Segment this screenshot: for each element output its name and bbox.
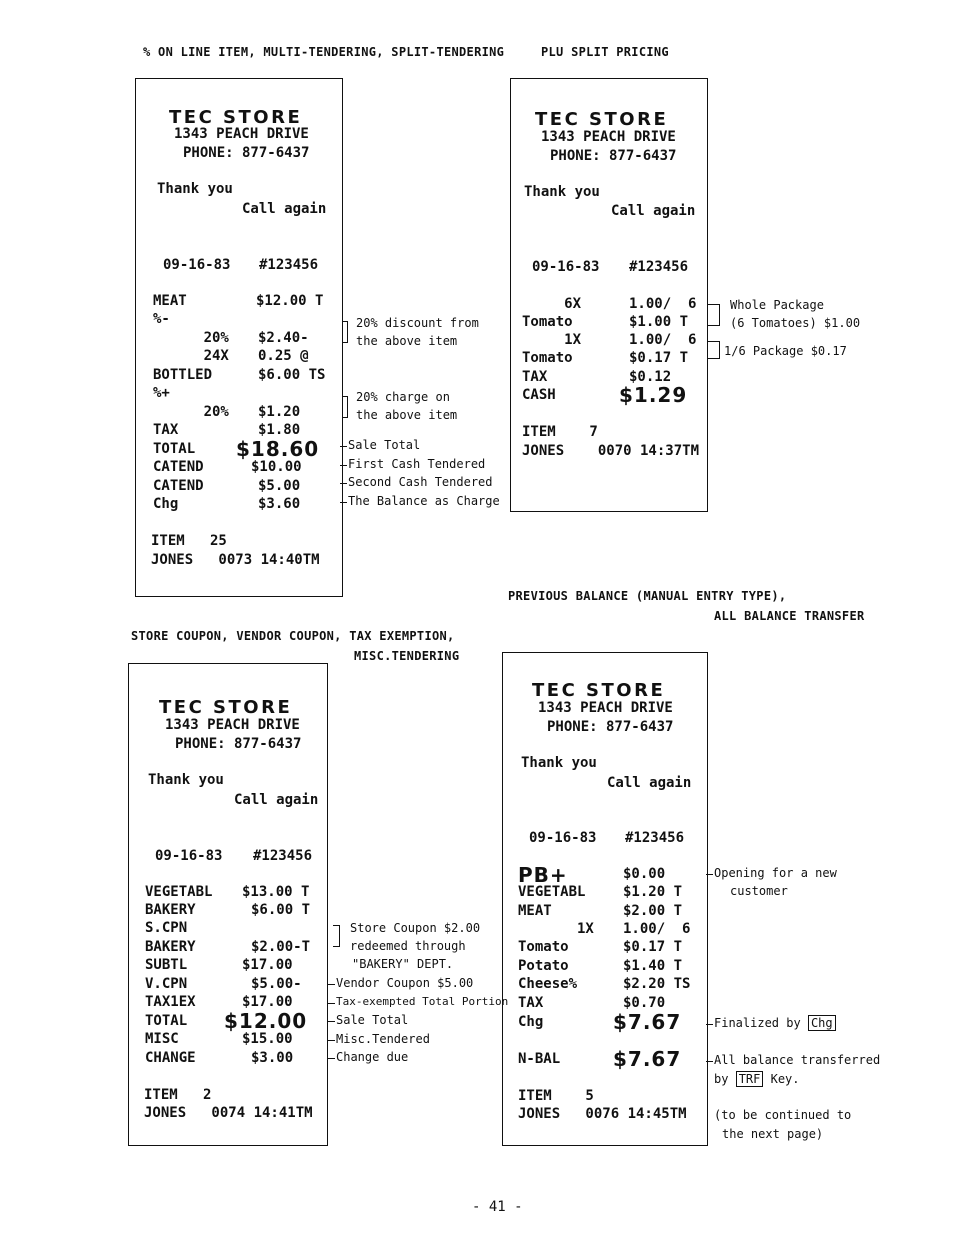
receipt-footer: JONES 0074 14:41TM (144, 1105, 313, 1121)
receipt-footer: JONES 0076 14:45TM (518, 1106, 687, 1122)
line-label: CATEND (153, 478, 204, 494)
line-label: SUBTL (145, 957, 188, 973)
line-value: $0.17 T (623, 939, 683, 955)
receipt-footer: JONES 0070 14:37TM (522, 443, 700, 459)
annotation: Second Cash Tendered (348, 475, 493, 489)
line-label: Chg (518, 1014, 544, 1030)
store-phone: PHONE: 877-6437 (547, 719, 674, 735)
store-address: 1343 PEACH DRIVE (538, 700, 673, 716)
line-label: PB+ (518, 863, 568, 887)
line-value: $0.12 (629, 369, 672, 385)
line-value: $6.00 T (251, 902, 311, 918)
store-name: TEC STORE (535, 109, 669, 130)
annotation (714, 1016, 836, 1030)
store-phone: PHONE: 877-6437 (175, 736, 302, 752)
new-balance: $7.67 (613, 1047, 682, 1071)
line-value: $1.20 (258, 404, 301, 420)
call-again: Call again (607, 775, 692, 791)
section-heading-balance: PREVIOUS BALANCE (MANUAL ENTRY TYPE), (508, 589, 787, 603)
receipt-number: #123456 (625, 830, 685, 846)
annotation: 1/6 Package $0.17 (724, 344, 847, 358)
item-count: ITEM 2 (144, 1087, 212, 1103)
charge-total: $7.67 (613, 1010, 682, 1034)
line-label: 24X (153, 348, 229, 364)
line-value: $1.20 T (623, 884, 683, 900)
line-value: $3.00 (251, 1050, 294, 1066)
line-label: TAX (153, 422, 179, 438)
trf-key-label: TRF (736, 1071, 764, 1087)
annotation: "BAKERY" DEPT. (352, 957, 454, 971)
bracket (708, 341, 720, 359)
receipt-date: 09-16-83 (155, 848, 223, 864)
section-heading-plu: PLU SPLIT PRICING (541, 45, 669, 59)
line-label: CASH (522, 387, 556, 403)
store-name: TEC STORE (159, 697, 293, 718)
line-value: $1.00 T (629, 314, 689, 330)
line-value: $12.00 T (256, 293, 324, 309)
line-label: MISC (145, 1031, 179, 1047)
line-label: Tomato (518, 939, 569, 955)
line-label: 1X (518, 921, 594, 937)
receipt-footer: JONES 0073 14:40TM (151, 552, 320, 568)
line-label: Tomato (522, 350, 573, 366)
line-label: VEGETABL (518, 884, 586, 900)
annotation-text: by (714, 1072, 729, 1086)
annotation: 20% discount from (356, 316, 479, 330)
item-count: ITEM 7 (522, 424, 598, 440)
receipt-percent-item (135, 78, 343, 597)
annotation: Opening for a new (714, 866, 837, 880)
receipt-number: #123456 (259, 257, 319, 273)
bracket (342, 396, 348, 418)
line-label: 20% (153, 404, 229, 420)
annotation: Vendor Coupon $5.00 (336, 976, 474, 990)
line-label: TOTAL (153, 441, 196, 457)
cash-total: $1.29 (619, 383, 688, 407)
annotation: Misc.Tendered (336, 1032, 430, 1046)
store-phone: PHONE: 877-6437 (183, 145, 310, 161)
line-value: $10.00 (251, 459, 302, 475)
section-heading-misc: MISC.TENDERING (354, 649, 460, 663)
receipt-date: 09-16-83 (529, 830, 597, 846)
annotation: Store Coupon $2.00 (350, 921, 481, 935)
annotation: Sale Total (336, 1013, 409, 1027)
line-label: Tomato (522, 314, 573, 330)
line-value: $5.00 (258, 478, 301, 494)
thank-you: Thank you (148, 772, 224, 788)
line-value: $3.60 (258, 496, 301, 512)
call-again: Call again (234, 792, 319, 808)
store-address: 1343 PEACH DRIVE (541, 129, 676, 145)
store-name: TEC STORE (169, 107, 303, 128)
line-value: $6.00 TS (258, 367, 326, 383)
line-value: 1.00/ 6 (629, 332, 697, 348)
line-value: $0.17 T (629, 350, 689, 366)
annotation: Change due (336, 1050, 409, 1064)
annotation: Sale Total (348, 438, 421, 452)
line-label: VEGETABL (145, 884, 213, 900)
annotation: Tax-exempted Total Portion (336, 995, 509, 1008)
annotation: redeemed through (350, 939, 466, 953)
line-label: 6X (522, 296, 582, 312)
line-value: $5.00- (251, 976, 302, 992)
section-heading-coupon: STORE COUPON, VENDOR COUPON, TAX EXEMPTION, (131, 629, 455, 643)
line-label: TAX (518, 995, 544, 1011)
annotation: customer (730, 884, 788, 898)
line-label: BOTTLED (153, 367, 213, 383)
line-label: %- (153, 311, 170, 327)
line-value: 0.25 @ (258, 348, 309, 364)
chg-key-label: Chg (808, 1015, 836, 1031)
item-count: ITEM 25 (151, 533, 227, 549)
line-value: $0.70 (623, 995, 666, 1011)
thank-you: Thank you (524, 184, 600, 200)
store-name: TEC STORE (532, 680, 666, 701)
store-address: 1343 PEACH DRIVE (174, 126, 309, 142)
receipt-date: 09-16-83 (163, 257, 231, 273)
line-value: $2.40- (258, 330, 309, 346)
thank-you: Thank you (521, 755, 597, 771)
line-value: $0.00 (623, 866, 666, 882)
annotation: 20% charge on (356, 390, 450, 404)
section-heading-percent: % ON LINE ITEM, MULTI-TENDERING, SPLIT-TENDERING (143, 45, 505, 59)
annotation (714, 1072, 800, 1086)
line-value: $2.20 TS (623, 976, 691, 992)
receipt-number: #123456 (629, 259, 689, 275)
line-label: %+ (153, 385, 170, 401)
annotation: the above item (356, 408, 458, 422)
receipt-date: 09-16-83 (532, 259, 600, 275)
sale-total: $12.00 (224, 1009, 308, 1033)
line-label: CATEND (153, 459, 204, 475)
receipt-coupon (128, 663, 328, 1146)
call-again: Call again (242, 201, 327, 217)
line-value: 1.00/ 6 (629, 296, 697, 312)
line-value: $17.00 (242, 994, 293, 1010)
line-label: S.CPN (145, 920, 188, 936)
line-label: TOTAL (145, 1013, 188, 1029)
sale-total: $18.60 (236, 437, 320, 461)
receipt-number: #123456 (253, 848, 313, 864)
line-label: BAKERY (145, 939, 196, 955)
annotation: All balance transferred (714, 1053, 881, 1067)
section-heading-transfer: ALL BALANCE TRANSFER (714, 609, 865, 623)
bracket (342, 321, 348, 343)
item-count: ITEM 5 (518, 1088, 594, 1104)
annotation: the next page) (722, 1127, 824, 1141)
bracket (333, 925, 340, 947)
annotation: (6 Tomatoes) $1.00 (730, 316, 861, 330)
annotation: Whole Package (730, 298, 824, 312)
line-label: BAKERY (145, 902, 196, 918)
thank-you: Thank you (157, 181, 233, 197)
line-value: $2.00-T (251, 939, 311, 955)
annotation: First Cash Tendered (348, 457, 486, 471)
line-value: $15.00 (242, 1031, 293, 1047)
line-value: $2.00 T (623, 903, 683, 919)
line-label: CHANGE (145, 1050, 196, 1066)
annotation-text: Finalized by (714, 1016, 801, 1030)
line-label: Potato (518, 958, 569, 974)
store-phone: PHONE: 877-6437 (550, 148, 677, 164)
line-value: $13.00 T (242, 884, 310, 900)
line-value: $1.80 (258, 422, 301, 438)
line-label: MEAT (518, 903, 552, 919)
receipt-previous-balance (502, 652, 708, 1146)
line-label: Cheese% (518, 976, 578, 992)
line-label: 1X (522, 332, 582, 348)
line-value: $1.40 T (623, 958, 683, 974)
line-label: Chg (153, 496, 179, 512)
annotation-text: Key. (770, 1072, 800, 1086)
call-again: Call again (611, 203, 696, 219)
receipt-plu-split (510, 78, 708, 512)
line-label: 20% (153, 330, 229, 346)
line-label: MEAT (153, 293, 187, 309)
line-label: V.CPN (145, 976, 188, 992)
annotation: The Balance as Charge (348, 494, 500, 508)
store-address: 1343 PEACH DRIVE (165, 717, 300, 733)
line-value: $17.00 (242, 957, 293, 973)
page-number: - 41 - (472, 1199, 523, 1215)
line-label: TAX1EX (145, 994, 196, 1010)
annotation: the above item (356, 334, 458, 348)
line-label: TAX (522, 369, 548, 385)
annotation: (to be continued to (714, 1108, 852, 1122)
line-value: 1.00/ 6 (623, 921, 691, 937)
bracket (708, 304, 720, 326)
line-label: N-BAL (518, 1051, 561, 1067)
